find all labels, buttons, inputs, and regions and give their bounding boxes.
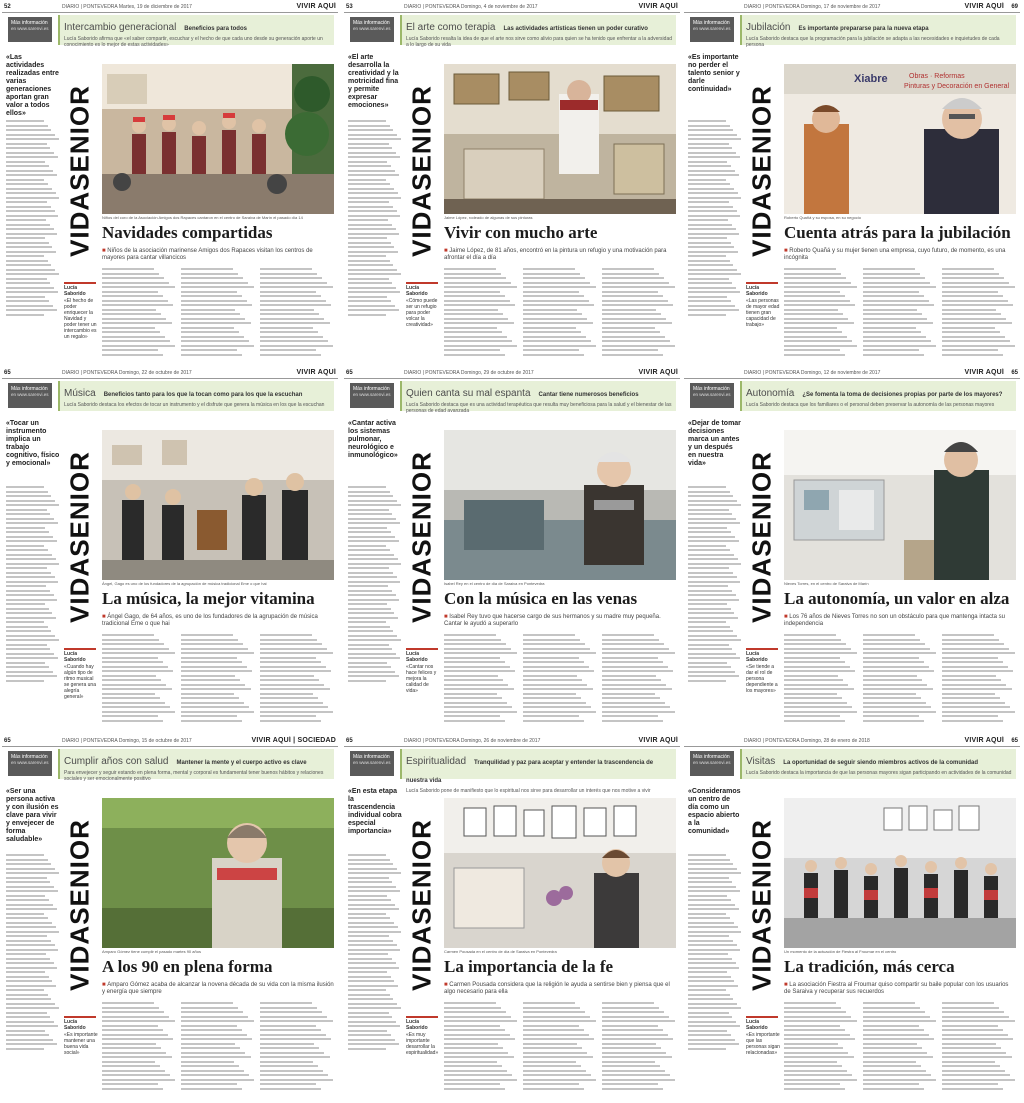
section-banner [740, 15, 1016, 48]
section-title: El arte como terapia [406, 22, 496, 33]
newspaper-logo: VIVIR AQUÍ | SOCIEDAD [251, 737, 336, 744]
more-info-url: en www.sarenvi.es [693, 760, 731, 765]
banner-word-senior: SENIOR [64, 451, 95, 557]
vida-senior-banner [406, 66, 438, 276]
teaser-quote: «Es muy importante desarrollar la espiritualidad» [406, 1032, 439, 1056]
more-info-label: Más información [353, 386, 390, 392]
pull-quote: «Las actividades realizadas entre varias generaciones aportan gran valor a todos ellos» [6, 54, 59, 117]
body-column-2 [181, 268, 255, 360]
body-column-2 [863, 1002, 937, 1094]
headline: La tradición, más cerca [784, 957, 955, 976]
page-date: DIARIO | PONTEVEDRA Domingo, 15 de octubre de 2017 [62, 738, 192, 744]
pull-quote: «Consideramos un centro de día como un espacio abierto a la comunidad» [688, 788, 741, 835]
subtitle-text: Carmen Pousada considera que la religión le ayuda a sentirse bien y piensa que el algo necesario para ella [444, 982, 670, 995]
more-info-box [690, 17, 734, 42]
byline: Lucía Saborido [746, 1016, 778, 1031]
text-column [348, 486, 402, 636]
article-photo [784, 798, 1016, 948]
section-tagline: Es importante prepararse para la nueva etapa [798, 26, 929, 32]
svg-text:Xiabre: Xiabre [854, 73, 888, 85]
newspaper-logo: VIVIR AQUÍ [964, 737, 1004, 744]
section-description: Lucía Saborido resalta la idea de que el arte nos sirve como alivio para quien se ha tenido que enfrentar a la adversidad a lo largo de su vida [406, 36, 673, 48]
more-info-url: en www.sarenvi.es [11, 26, 49, 31]
photo-caption: Carmen Pousada en el centro de día de Saraiva en Pontevedra [444, 949, 557, 954]
page-number: 65 [1011, 738, 1018, 744]
byline: Lucía Saborido [406, 648, 438, 663]
section-banner [400, 15, 676, 48]
pull-quote: «En esta etapa la trascendencia individual cobra especial importancia» [348, 788, 402, 835]
text-column [688, 854, 742, 1004]
more-info-label: Más información [11, 386, 48, 392]
body-column-1 [784, 1002, 858, 1094]
section-title: Música [64, 388, 96, 399]
more-info-label: Más información [353, 20, 390, 26]
newspaper-page [344, 2, 680, 364]
banner-word-vida: VIDA [64, 556, 95, 623]
body-column-2 [523, 268, 597, 360]
page-number: 65 [1011, 370, 1018, 376]
section-banner [400, 381, 676, 414]
body-column-2 [523, 1002, 597, 1094]
section-title: Autonomía [746, 388, 795, 399]
more-info-url: en www.sarenvi.es [693, 26, 731, 31]
subtitle: ■ Niños de la asociación marinense Amigos dos Rapaces visitan los centros de mayores para cantar villancicos [102, 248, 313, 261]
more-info-label: Más información [11, 754, 48, 760]
body-column-1 [444, 634, 518, 726]
article-photo [444, 64, 676, 214]
text-column [688, 486, 742, 636]
photo-caption: Jaime López, rodeado de algunas de sus pinturas [444, 215, 533, 220]
page-header [684, 368, 1020, 379]
newspaper-logo: VIVIR AQUÍ [964, 3, 1004, 10]
more-info-label: Más información [11, 20, 48, 26]
svg-text:Pinturas y Decoración en Gener: Pinturas y Decoración en General [904, 83, 1010, 90]
article-photo [444, 430, 676, 580]
section-tagline: Beneficios para todos [184, 26, 247, 32]
newspaper-page [344, 368, 680, 730]
banner-word-senior: SENIOR [64, 819, 95, 925]
subtitle-text: Los 76 años de Nieves Torres no son un obstáculo para que mantenga intacta su independencia [784, 614, 1005, 627]
more-info-box [8, 17, 52, 42]
vida-senior-banner [64, 800, 96, 1010]
more-info-box [8, 383, 52, 408]
body-column-2 [181, 1002, 255, 1094]
body-column-1 [444, 268, 518, 360]
page-date: DIARIO | PONTEVEDRA Domingo, 26 de noviembre de 2017 [404, 738, 541, 744]
newspaper-logo: VIVIR AQUÍ [296, 3, 336, 10]
vida-senior-banner [746, 66, 778, 276]
body-column-3 [602, 268, 676, 360]
subtitle: ■ Roberto Quañá y su mujer tienen una empresa, cuyo futuro, de momento, es una incógnita [784, 248, 1006, 261]
body-column-3 [602, 1002, 676, 1094]
section-tagline: Mantener la mente y el cuerpo activo es clave [176, 760, 307, 766]
subtitle-text: Roberto Quañá y su mujer tienen una empresa, cuyo futuro, de momento, es una incógnita [784, 248, 1006, 261]
byline: Lucía Saborido [746, 648, 778, 663]
photo-caption: Niños del coro de la Asociación Amigos dos Rapaces cantaron en el centro de Saraiva de Marín el pasado día 14 [102, 215, 303, 220]
body-column-1 [102, 1002, 176, 1094]
byline: Lucía Saborido [64, 282, 96, 297]
section-title: Intercambio generacional [64, 22, 177, 33]
page-number: 65 [4, 370, 11, 376]
teaser-quote: «Cuando hay algún tipo de ritmo musical se genera una alegría general» [64, 664, 96, 700]
newspaper-page [2, 368, 338, 730]
section-title: Quien canta su mal espanta [406, 388, 531, 399]
headline: A los 90 en plena forma [102, 957, 273, 976]
body-column-3 [260, 1002, 334, 1094]
teaser-quote: «Es importante que las personas sigan relacionadas» [746, 1032, 780, 1056]
banner-word-vida: VIDA [746, 924, 777, 991]
pull-quote: «Dejar de tomar decisiones marca un antes y un después en nuestra vida» [688, 420, 741, 467]
headline: Navidades compartidas [102, 223, 273, 242]
byline: Lucía Saborido [64, 648, 96, 663]
subtitle-text: La asociación Fiestra al Froumar quiso compartir su baile popular con los usuarios de Saraiva y recuperar sus recuerdos [784, 982, 1009, 995]
body-column-3 [942, 1002, 1016, 1094]
page-date: DIARIO | PONTEVEDRA Domingo, 4 de noviembre de 2017 [404, 4, 538, 10]
body-column-3 [260, 634, 334, 726]
teaser-quote: «Cómo puede ser un refugio para poder volcar la creatividad» [406, 298, 438, 328]
body-column-3 [260, 268, 334, 360]
body-column-2 [523, 634, 597, 726]
section-banner [740, 381, 1016, 411]
more-info-url: en www.sarenvi.es [353, 760, 391, 765]
subtitle-text: Amparo Gómez acaba de alcanzar la novena década de su vida con la misma ilusión y energía que siempre [102, 982, 334, 995]
banner-word-senior: SENIOR [64, 85, 95, 191]
page-header [344, 368, 680, 379]
more-info-url: en www.sarenvi.es [11, 392, 49, 397]
section-title: Cumplir años con salud [64, 756, 169, 767]
text-column [6, 120, 60, 270]
section-tagline: Las actividades artísticas tienen un poder curativo [503, 26, 648, 32]
banner-word-senior: SENIOR [406, 85, 437, 191]
page-date: DIARIO | PONTEVEDRA Domingo, 29 de octubre de 2017 [404, 370, 534, 376]
page-number: 65 [4, 738, 11, 744]
photo-caption: Ángel, Gago es uno de los fundadores de la agrupación de música tradicional Eme o que hai [102, 581, 267, 586]
more-info-url: en www.sarenvi.es [353, 26, 391, 31]
teaser-quote: «Cantar nos hace felices y mejora la calidad de vida» [406, 664, 437, 694]
section-description: Lucía Saborido destaca los efectos de tocar un instrumento y el disfrute que genera la música en los que la escuchan [64, 402, 325, 408]
pull-quote: «Cantar activa los sistemas pulmonar, neurológico e inmunológico» [348, 420, 398, 459]
more-info-box [350, 383, 394, 408]
vida-senior-banner [64, 432, 96, 642]
page-header [2, 368, 338, 379]
body-column-3 [942, 268, 1016, 360]
more-info-url: en www.sarenvi.es [353, 392, 391, 397]
newspaper-page [684, 368, 1020, 730]
section-banner [740, 749, 1016, 779]
vida-senior-banner [64, 66, 96, 276]
section-tagline: ¿Se fomenta la toma de decisiones propias por parte de los mayores? [802, 392, 1003, 398]
text-column [6, 854, 60, 1004]
body-column-1 [784, 268, 858, 360]
section-tagline: Beneficios tanto para los que la tocan como para los que la escuchan [103, 392, 303, 398]
section-description: Lucía Saborido destaca la importancia de que las personas mayores sigan participando en actividades de la comunidad [746, 770, 1012, 776]
section-tagline: Tranquilidad y paz para aceptar y entender la trascendencia de nuestra vida [406, 760, 654, 784]
newspaper-logo: VIVIR AQUÍ [964, 369, 1004, 376]
text-column [348, 854, 402, 1004]
more-info-box [350, 17, 394, 42]
section-tagline: La oportunidad de seguir siendo miembros activos de la comunidad [783, 760, 978, 766]
banner-word-senior: SENIOR [746, 85, 777, 191]
page-date: DIARIO | PONTEVEDRA Domingo, 17 de noviembre de 2017 [744, 4, 881, 10]
section-title: Espiritualidad [406, 756, 467, 767]
pull-quote: «Es importante no perder el talento senior y darle continuidad» [688, 54, 740, 93]
subtitle: ■ Jaime López, de 81 años, encontró en la pintura un refugio y una motivación para afrontar el día a día [444, 248, 667, 261]
body-column-1 [444, 1002, 518, 1094]
section-banner [400, 749, 676, 794]
headline: La importancia de la fe [444, 957, 614, 976]
newspaper-logo: VIVIR AQUÍ [638, 737, 678, 744]
headline: La autonomía, un valor en alza [784, 589, 1010, 608]
section-description: Para envejecer y seguir estando en plena forma, mental y corporal es fundamental tener buenos hábitos y relaciones sociales y ser emocionalmente positivo [64, 770, 324, 782]
banner-word-senior: SENIOR [746, 451, 777, 557]
subtitle-text: Jaime López, de 81 años, encontró en la pintura un refugio y una motivación para afrontar el día a día [444, 248, 667, 261]
section-tagline: Cantar tiene numerosos beneficios [538, 392, 639, 398]
banner-word-vida: VIDA [746, 556, 777, 623]
section-title: Jubilación [746, 22, 791, 33]
svg-text:Obras · Reformas: Obras · Reformas [909, 73, 965, 80]
newspaper-page [2, 736, 338, 1098]
pull-quote: «Tocar un instrumento implica un trabajo cognitivo, físico y emocional» [6, 420, 60, 467]
banner-word-vida: VIDA [406, 924, 437, 991]
more-info-box [690, 751, 734, 776]
subtitle: ■ Los 76 años de Nieves Torres no son un obstáculo para que mantenga intacta su independencia [784, 614, 1005, 627]
page-date: DIARIO | PONTEVEDRA Martes, 19 de diciembre de 2017 [62, 4, 192, 10]
headline: Vivir con mucho arte [444, 223, 598, 242]
page-number: 69 [1011, 4, 1018, 10]
banner-word-vida: VIDA [406, 190, 437, 257]
photo-caption: Isabel Rey en el centro de día de Saraiva en Pontevedra [444, 581, 545, 586]
article-photo [102, 430, 334, 580]
page-header [2, 2, 338, 13]
vida-senior-banner [746, 432, 778, 642]
byline: Lucía Saborido [406, 282, 438, 297]
more-info-label: Más información [353, 754, 390, 760]
newspaper-logo: VIVIR AQUÍ [296, 369, 336, 376]
headline: La música, la mejor vitamina [102, 589, 315, 608]
article-photo [444, 798, 676, 948]
text-column [348, 120, 402, 270]
page-header [684, 736, 1020, 747]
text-column [6, 486, 60, 636]
page-header [684, 2, 1020, 13]
byline: Lucía Saborido [746, 282, 778, 297]
body-column-2 [863, 268, 937, 360]
teaser-quote: «Se tiende a dar el rol de persona dependiente a los mayores» [746, 664, 778, 694]
banner-word-senior: SENIOR [746, 819, 777, 925]
section-title: Visitas [746, 756, 776, 767]
pull-quote: «Ser una persona activa y con ilusión es clave para vivir y envejecer de forma saludable» [6, 788, 59, 843]
photo-caption: Roberto Quañá y su esposa, en su negocio [784, 215, 861, 220]
subtitle: ■ Amparo Gómez acaba de alcanzar la novena década de su vida con la misma ilusión y energía que siempre [102, 982, 334, 995]
article-photo [784, 430, 1016, 580]
section-description: Lucía Saborido destaca que es una actividad terapéutica que resulta muy beneficiosa para la salud y el bienestar de las personas de edad avanzada [406, 402, 672, 414]
page-number: 65 [346, 738, 353, 744]
headline: Con la música en las venas [444, 589, 638, 608]
more-info-label: Más información [693, 386, 730, 392]
photo-caption: Nieves Torres, en el centro de Saraiva de Marín [784, 581, 869, 586]
body-column-3 [942, 634, 1016, 726]
text-column [688, 120, 742, 270]
teaser-quote: «El hecho de poder enriquecer la Navidad y poder tener un intercambio es un regalo» [64, 298, 97, 340]
page-header [344, 2, 680, 13]
vida-senior-banner [406, 800, 438, 1010]
banner-word-senior: SENIOR [406, 451, 437, 557]
section-description: Lucía Saborido destaca que los familiares o el personal deben preservar la autonomía de las personas mayores [746, 402, 995, 408]
vida-senior-banner [746, 800, 778, 1010]
page-date: DIARIO | PONTEVEDRA Domingo, 12 de noviembre de 2017 [744, 370, 881, 376]
teaser-quote: «Es importante mantener una buena vida social» [64, 1032, 98, 1056]
section-description: Lucía Saborido pone de manifiesto que lo espiritual nos sirve para desarrollar un interés que nos motive a vivir [406, 788, 651, 794]
headline: Cuenta atrás para la jubilación [784, 223, 1011, 242]
section-banner [58, 381, 334, 411]
page-number: 52 [4, 4, 11, 10]
newspaper-page [684, 2, 1020, 364]
banner-word-vida: VIDA [64, 924, 95, 991]
newspaper-logo: VIVIR AQUÍ [638, 369, 678, 376]
more-info-url: en www.sarenvi.es [11, 760, 49, 765]
section-description: Lucía Saborido afirma que «el saber compartir, escuchar y el hecho de que cada uno desde su generación aporte un conocimiento es lo mejor de estas actividades» [64, 36, 323, 48]
banner-word-vida: VIDA [64, 190, 95, 257]
page-date: DIARIO | PONTEVEDRA Domingo, 28 de enero de 2018 [744, 738, 870, 744]
page-number: 53 [346, 4, 353, 10]
subtitle-text: Ángel Gago, de 64 años, es uno de los fundadores de la agrupación de música tradicional Eme o que hai [102, 614, 318, 627]
page-date: DIARIO | PONTEVEDRA Domingo, 22 de octubre de 2017 [62, 370, 192, 376]
banner-word-senior: SENIOR [406, 819, 437, 925]
pull-quote: «El arte desarrolla la creatividad y la motricidad fina y permite expresar emociones» [348, 54, 399, 109]
body-column-2 [181, 634, 255, 726]
subtitle: ■ Ángel Gago, de 64 años, es uno de los fundadores de la agrupación de música tradicional Eme o que hai [102, 614, 318, 627]
more-info-box [350, 751, 394, 776]
newspaper-page [2, 2, 338, 364]
more-info-label: Más información [693, 20, 730, 26]
article-photo [102, 64, 334, 214]
article-photo [784, 64, 1016, 214]
body-column-2 [863, 634, 937, 726]
newspaper-page [344, 736, 680, 1098]
section-banner [58, 15, 334, 48]
body-column-3 [602, 634, 676, 726]
teaser-quote: «Las personas de mayor edad tienen gran capacidad de trabajo» [746, 298, 780, 328]
subtitle-text: Isabel Rey tuvo que hacerse cargo de sus hermanos y su madre muy pequeña. Cantar le ayudó a superarlo [444, 614, 661, 627]
more-info-box [8, 751, 52, 776]
newspaper-logo: VIVIR AQUÍ [638, 3, 678, 10]
banner-word-vida: VIDA [406, 556, 437, 623]
byline: Lucía Saborido [406, 1016, 438, 1031]
photo-caption: Amparo Gómez tiene cumplir el pasado martes 90 años [102, 949, 201, 954]
vida-senior-banner [406, 432, 438, 642]
subtitle: ■ Isabel Rey tuvo que hacerse cargo de sus hermanos y su madre muy pequeña. Cantar le ayudó a superarlo [444, 614, 661, 627]
section-description: Lucía Saborido destaca que la programación para la jubilación se adapta a las necesidades e inquietudes de cada persona [746, 36, 1000, 48]
body-column-1 [102, 634, 176, 726]
subtitle: ■ Carmen Pousada considera que la religión le ayuda a sentirse bien y piensa que el algo necesario para ella [444, 982, 670, 995]
body-column-1 [102, 268, 176, 360]
body-column-1 [784, 634, 858, 726]
photo-caption: Un momento de la actuación de Fiestra al Froumar en el centro [784, 949, 897, 954]
newspaper-page [684, 736, 1020, 1098]
byline: Lucía Saborido [64, 1016, 96, 1031]
more-info-url: en www.sarenvi.es [693, 392, 731, 397]
more-info-label: Más información [693, 754, 730, 760]
article-photo [102, 798, 334, 948]
page-header [344, 736, 680, 747]
page-number: 65 [346, 370, 353, 376]
page-header [2, 736, 338, 747]
subtitle-text: Niños de la asociación marinense Amigos dos Rapaces visitan los centros de mayores para cantar villancicos [102, 248, 313, 261]
banner-word-vida: VIDA [746, 190, 777, 257]
section-banner [58, 749, 334, 782]
more-info-box [690, 383, 734, 408]
subtitle: ■ La asociación Fiestra al Froumar quiso compartir su baile popular con los usuarios de Saraiva y recuperar sus recuerdos [784, 982, 1009, 995]
